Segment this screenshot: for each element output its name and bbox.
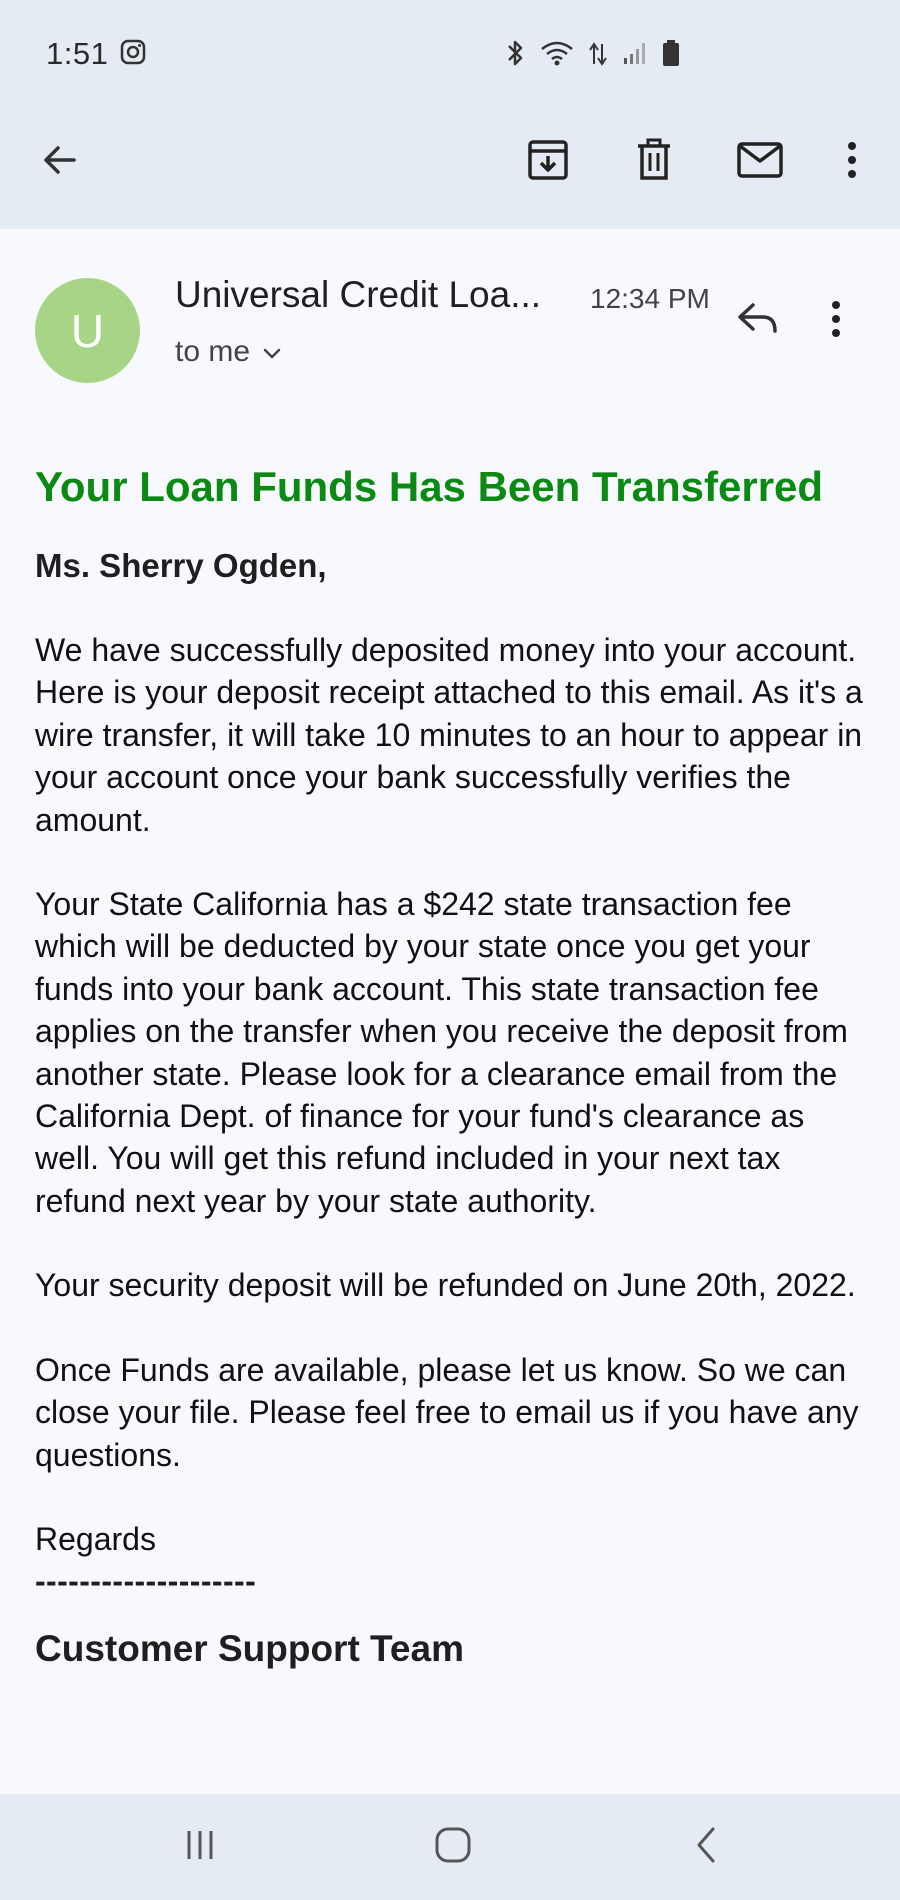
recipient-toggle[interactable] — [175, 335, 282, 369]
email-paragraph: Once Funds are available, please let us know. So we can close your file. Please feel free to email us if you have any questions. — [35, 1351, 859, 1473]
email-time: 12:34 PM — [590, 283, 710, 314]
mail-icon[interactable] — [732, 132, 788, 188]
bluetooth-icon — [504, 38, 526, 73]
back-icon[interactable] — [676, 1820, 736, 1870]
trash-icon[interactable] — [626, 132, 682, 188]
wifi-icon — [540, 39, 574, 72]
recipient-label: to me — [175, 335, 251, 368]
recents-icon[interactable] — [170, 1820, 230, 1870]
home-icon[interactable] — [423, 1820, 483, 1870]
email-toolbar — [0, 110, 900, 229]
battery-icon — [662, 38, 680, 73]
signal-icon — [622, 40, 648, 71]
avatar-letter: U — [70, 304, 105, 357]
email-greeting: Ms. Sherry Ogden, — [35, 547, 327, 584]
sender-avatar[interactable] — [35, 278, 140, 383]
data-transfer-icon — [588, 38, 608, 73]
instagram-icon — [120, 39, 146, 70]
more-vert-icon[interactable] — [824, 132, 880, 188]
email-body — [35, 459, 875, 1673]
email-paragraph: Your State California has a $242 state transaction fee which will be deducted by your state once you get your funds into your bank account. This state transaction fee applies on the transfer when you receive the deposit from another state. Please look for a clearance email from the California Dept. of finance for your fund's clearance as well. You will get this refund included in your next tax refund next year by your state authority. — [35, 886, 848, 1219]
email-subject: Your Loan Funds Has Been Transferred — [35, 463, 824, 510]
back-arrow-icon[interactable] — [32, 132, 88, 188]
message-more-icon[interactable] — [830, 299, 870, 349]
status-time: 1:51 — [46, 36, 109, 71]
archive-icon[interactable] — [520, 132, 576, 188]
email-signature: Customer Support Team — [35, 1627, 464, 1669]
sender-name[interactable]: Universal Credit Loa... — [175, 274, 542, 315]
status-bar — [0, 0, 900, 110]
email-paragraph: We have successfully deposited money into your account. Here is your deposit receipt attached to this email. As it's a wire transfer, it will take 10 minutes to an hour to appear in your account once your bank successfully verifies the amount. — [35, 632, 863, 838]
reply-icon[interactable] — [735, 299, 785, 349]
email-closing: Regards — [35, 1520, 156, 1557]
email-paragraph: Your security deposit will be refunded on June 20th, 2022. — [35, 1267, 856, 1304]
system-nav-bar — [0, 1794, 900, 1900]
email-view — [0, 229, 900, 1794]
email-separator: -------------------- — [35, 1563, 257, 1600]
chevron-down-icon — [262, 335, 282, 369]
